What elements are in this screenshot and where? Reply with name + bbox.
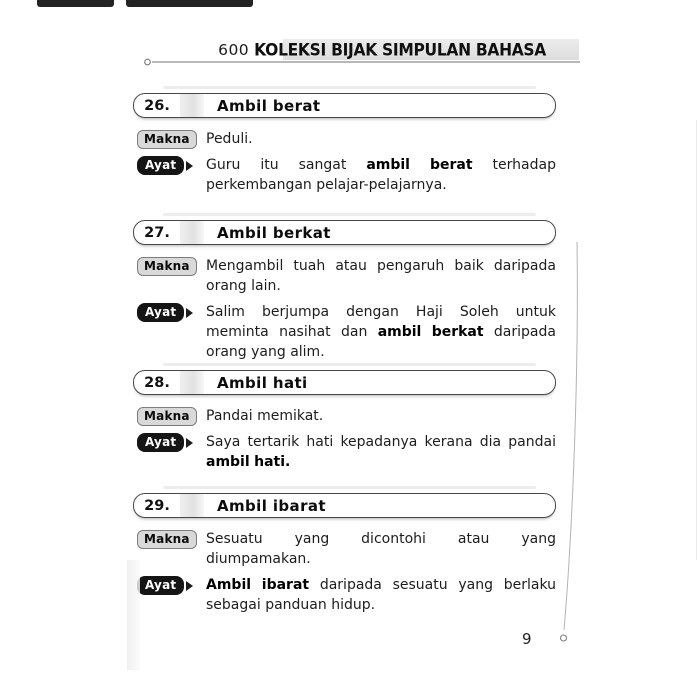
makna-text [206,256,556,296]
makna-row [133,256,556,296]
page-number: 9 [522,630,532,648]
text-line [206,452,556,472]
word: dicontohi [361,531,426,547]
bold-word: ambil [377,324,422,340]
text-line [206,595,556,615]
text-line [206,175,556,195]
ayat-row [133,575,556,615]
word: lain. [251,278,281,294]
word: berlaku [503,577,556,593]
makna-badge: Makna [137,130,197,149]
word: baik [454,258,484,274]
ayat-row [133,432,556,472]
word: sebagai [206,597,261,613]
word: hati [306,434,334,450]
entry-title: Ambil berat [217,96,321,115]
makna-badge: Makna [137,257,197,276]
entry-header-divider [180,371,204,394]
entry-28 [133,370,556,472]
word: orang [206,278,247,294]
word: nasihat [279,324,331,340]
bold-word: ambil [366,157,410,173]
text-line [206,549,556,569]
bold-word: berat [429,157,473,173]
word: Haji [415,304,443,320]
entry-header-box [133,493,556,518]
entry-number: 28. [144,374,170,391]
word: kepadanya [340,434,418,450]
bold-word: berkat [431,324,484,340]
ayat-badge-col [133,576,206,595]
makna-badge-col [133,130,206,149]
ayat-badge: Ayat [137,156,184,175]
word: hidup. [331,597,376,613]
entry-header-divider [180,494,204,517]
word: daripada [493,324,556,340]
entry-header-box [133,370,556,395]
entry-number: 27. [144,224,170,241]
ayat-badge: Ayat [137,576,184,595]
ayat-text [206,575,556,615]
makna-badge: Makna [137,407,197,426]
ayat-arrow-icon [186,161,193,171]
word: perkembangan [206,177,312,193]
word: yang [521,531,556,547]
text-line [206,155,556,175]
word: diumpamakan. [206,551,311,567]
word: dengan [346,304,399,320]
entry-26 [133,93,556,195]
word: tuah [293,258,326,274]
word: atau [335,258,367,274]
ayat-row [133,302,556,362]
entry-27 [133,220,556,362]
ayat-text [206,302,556,362]
header-title: KOLEKSI BIJAK SIMPULAN BAHASA [254,39,546,60]
page-edge-rule [552,238,584,652]
word: terhadap [492,157,556,173]
word: yang [251,344,286,360]
word: berjumpa [261,304,330,320]
bold-word: ibarat [261,577,310,593]
word: daripada [493,258,556,274]
makna-row [133,129,556,149]
word: pandai [508,434,556,450]
makna-row [133,406,556,426]
makna-text [206,406,556,426]
word: orang [206,344,247,360]
word: daripada [319,577,382,593]
text-line [206,302,556,322]
word: sesuatu [392,577,448,593]
makna-badge-col [133,407,206,426]
text-line [206,276,556,296]
header-number: 600 [218,40,250,59]
word: panduan [265,597,327,613]
makna-row [133,529,556,569]
ayat-badge-col [133,303,206,322]
word: pelajar-pelajarnya. [316,177,447,193]
ayat-badge: Ayat [137,433,184,452]
entry-29 [133,493,556,615]
scan-edge-line [696,120,697,560]
ayat-badge-col [133,156,206,175]
makna-badge-col [133,257,206,276]
word: yang [458,577,493,593]
word: yang [294,531,330,547]
ayat-badge: Ayat [137,303,184,322]
word: Saya [206,434,241,450]
word: meminta [206,324,269,340]
word: untuk [515,304,556,320]
word: Salim [206,304,245,320]
ayat-badge-col [133,433,206,452]
text-line [206,256,556,276]
word: dia [479,434,502,450]
text-line [206,322,556,342]
entry-title: Ambil hati [217,373,308,392]
word: kerana [424,434,473,450]
ayat-text [206,432,556,472]
header-rule [140,56,590,68]
makna-badge: Makna [137,530,197,549]
word: atau [457,531,490,547]
text-line [206,342,556,362]
scan-gutter-shadow [127,560,140,670]
makna-badge-col [133,530,206,549]
word: memikat. [257,408,324,424]
entry-header-divider [180,94,204,117]
word: Pandai [206,408,253,424]
entry-title: Ambil berkat [217,223,331,242]
word: pengaruh [376,258,445,274]
word: tertarik [247,434,300,450]
makna-text [206,129,556,149]
word: itu [260,157,279,173]
text-line [206,575,556,595]
text-line [206,432,556,452]
entry-header-divider [180,221,204,244]
binding-bar-left [37,0,114,7]
makna-text [206,529,556,569]
binding-bar-right [126,0,253,7]
entry-number: 29. [144,497,170,514]
word: alim. [290,344,325,360]
entry-title: Ambil ibarat [217,496,326,515]
ayat-arrow-icon [186,438,193,448]
entry-header-box [133,93,556,118]
entry-header-box [133,220,556,245]
bold-word: hati. [254,454,291,470]
ayat-row [133,155,556,195]
bold-word: ambil [206,454,250,470]
word: Soleh [459,304,499,320]
text-line [206,529,556,549]
word: Peduli. [206,131,253,147]
text-line [206,129,556,149]
word: sangat [298,157,347,173]
word: Sesuatu [206,531,263,547]
word: dan [341,324,368,340]
bold-word: Ambil [206,577,252,593]
word: Guru [206,157,241,173]
entry-number: 26. [144,97,170,114]
word: Mengambil [206,258,284,274]
ayat-text [206,155,556,195]
ayat-arrow-icon [186,308,193,318]
ayat-arrow-icon [186,581,193,591]
text-line [206,406,556,426]
